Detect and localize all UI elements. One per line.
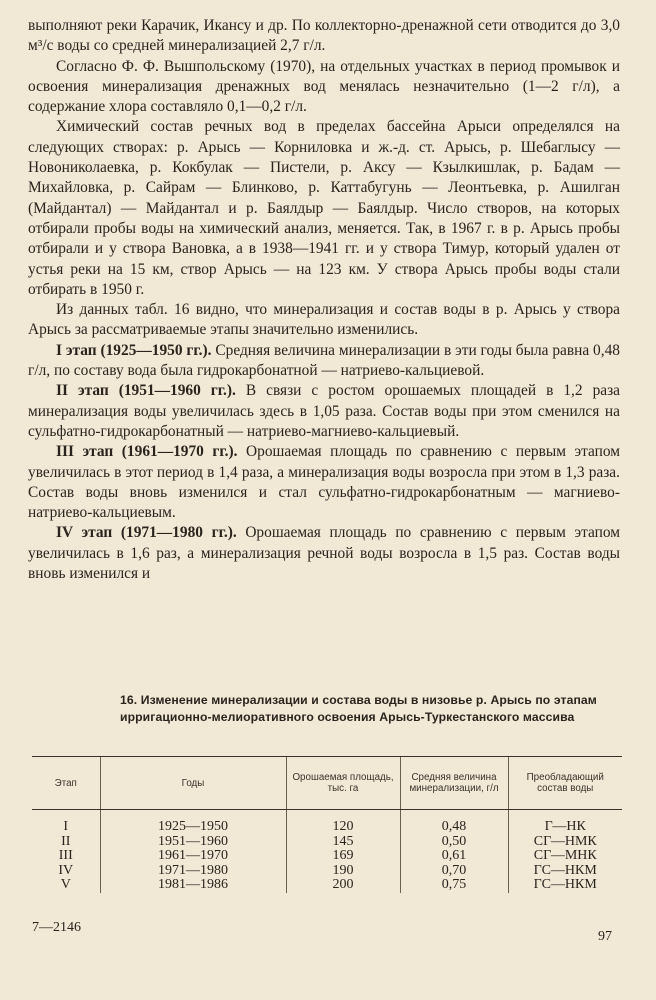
cell-stage: II — [61, 833, 71, 849]
stage-4-text: Орошаемая площадь по сравнению с первым этапом увеличилась в 1,6 раз, а минерализация речной воды возросла в 1,5 раз. Состав воды вновь изменился и — [28, 524, 620, 583]
cell-mineralization: 0,50 — [400, 835, 508, 850]
cell-area: 145 — [286, 835, 400, 850]
stage-2-text: В связи с ростом орошаемых площадей в 1,2 раза минерализация воды увеличилась здесь в 1,05 раза. Состав воды при этом сменился на сульфатно-гидрокарбонатный — натриево-магниево-кальциевый. — [28, 382, 621, 440]
cell-stage: III — [58, 848, 73, 863]
cell-years: 1925—1950 — [100, 810, 286, 835]
cell-area: 200 — [286, 878, 400, 893]
cell-area: 169 — [286, 849, 400, 864]
cell-area: 120 — [286, 810, 400, 835]
table-header-row — [32, 757, 622, 810]
table-row — [32, 849, 622, 864]
printer-signature: 7—2146 — [32, 920, 81, 935]
header-stage: Этап — [32, 757, 100, 810]
cell-stage: I — [63, 819, 69, 834]
cell-stage: IV — [58, 862, 74, 878]
cell-mineralization: 0,70 — [400, 864, 508, 879]
paragraph-3: Химический состав речных вод в пределах бассейна Арыси определялся на следующих створах: р. Арысь — Корниловка и ж.-д. ст. Арысь, р. Шебаглысу — Новониколаевка, р. Кокбулак — Пистели, р. Аксу — Кзылкишлак, р. Бадам — Михайловка, р. Сайрам — Блинково, р. Каттабугунь — Леонтьевка, р. Ашилган (Майдантал) — Майдантал и р. Баялдыр — Баялдыр. Число створов, на которых отбирали пробы воды на химический анализ, меняется. Так, в 1967 г. в р. Арысь пробы отбирали и у створа Вановка, а в 1938—1941 гг. и у створа Тимур, который удален от устья реки на 15 км, створ Арысь — на 123 км. У створа Арысь пробы воды стали отбирать в 1950 г. — [28, 118, 620, 298]
paragraph-stage-1 — [28, 341, 620, 382]
stage-4-heading: IV этап (1971—1980 гг.). — [56, 524, 237, 542]
header-mineralization: Средняя величина минерализации, г/л — [400, 757, 508, 810]
table-row — [32, 835, 622, 850]
page-number: 97 — [598, 929, 612, 944]
table-row — [32, 864, 622, 879]
stage-3-heading: III этап (1961—1970 гг.). — [56, 443, 238, 461]
cell-composition: ГС—НКМ — [508, 878, 622, 893]
cell-composition: ГС—НКМ — [508, 864, 622, 879]
cell-area: 190 — [286, 864, 400, 879]
cell-years: 1981—1986 — [100, 878, 286, 893]
stage-1-text: Средняя величина минерализации в эти годы была равна 0,48 г/л, по составу вода была гидрокарбонатной — натриево-кальциевой. — [28, 341, 620, 380]
cell-years: 1971—1980 — [100, 864, 286, 879]
body-text — [28, 16, 620, 584]
table-row — [32, 878, 622, 893]
cell-years: 1961—1970 — [100, 849, 286, 864]
paragraph-stage-2 — [28, 381, 620, 442]
header-irrigated-area: Орошаемая площадь, тыс. га — [286, 757, 400, 810]
paragraph-stage-3 — [28, 442, 620, 523]
paragraph-stage-4 — [28, 523, 620, 584]
stage-2-heading: II этап (1951—1960 гг.). — [56, 382, 236, 400]
cell-composition: СГ—МНК — [508, 849, 622, 864]
paragraph-2: Согласно Ф. Ф. Вышпольскому (1970), на отдельных участках в период промывок и освоения минерализация дренажных вод менялась незначительно (1—2 г/л), а содержание хлора составляло 0,1—0,2 г/л. — [28, 57, 620, 116]
cell-years: 1951—1960 — [100, 835, 286, 850]
table-title: 16. Изменение минерализации и состава воды в низовье р. Арысь по этапам ирригационно-мелиоративного освоения Арысь-Туркестанского массива — [120, 693, 597, 724]
cell-stage: V — [60, 877, 71, 892]
stage-3-text: Орошаемая площадь по сравнению с первым этапом увеличилась в этот период в 1,4 раза, а минерализация воды возросла при этом в 1,3 раза. Состав воды вновь изменился и стал сульфатно-гидрокарбонатным — магниево-натриево-кальциевым. — [28, 443, 620, 522]
cell-mineralization: 0,61 — [400, 849, 508, 864]
header-years: Годы — [100, 757, 286, 810]
paragraph-1: выполняют реки Карачик, Икансу и др. По коллекторно-дренажной сети отводится до 3,0 м³/с воды со средней минерализацией 2,7 г/л. — [28, 17, 620, 55]
data-table — [32, 756, 622, 893]
cell-mineralization: 0,75 — [400, 878, 508, 893]
header-water-composition: Преобладающий состав воды — [508, 757, 622, 810]
table-row — [32, 810, 622, 835]
paragraph-4: Из данных табл. 16 видно, что минерализация и состав воды в р. Арысь у створа Арысь за рассматриваемые этапы значительно изменились. — [28, 301, 620, 339]
cell-composition: СГ—НМК — [508, 835, 622, 850]
cell-mineralization: 0,48 — [400, 810, 508, 835]
cell-composition: Г—НК — [508, 810, 622, 835]
stage-1-heading: I этап (1925—1950 гг.). — [56, 341, 212, 359]
